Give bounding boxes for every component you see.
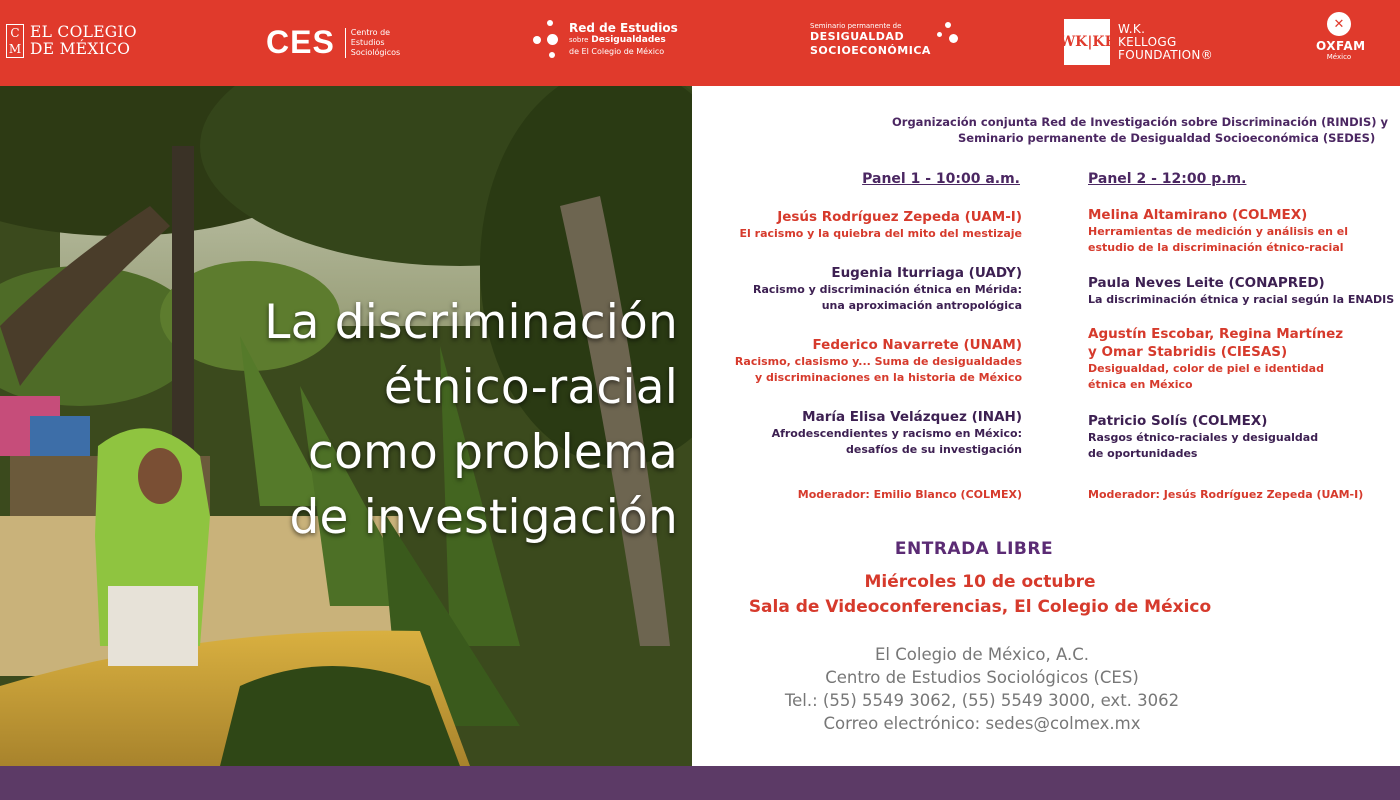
red-line2-small: sobre — [569, 36, 589, 44]
panel2-heading: Panel 2 - 12:00 p.m. — [1088, 171, 1247, 187]
red-estudios-logo — [533, 20, 678, 60]
organizers-line2: Seminario permanente de Desigualdad Socioeconómica (SEDES) — [958, 131, 1376, 145]
speaker-name: y Omar Stabridis (CIESAS) — [1088, 344, 1288, 360]
colmex-name-line1: EL COLEGIO — [30, 23, 137, 41]
sedes-line2: DESIGUALDAD — [810, 30, 905, 43]
sedes-line3: SOCIOECONÓMICA — [810, 44, 931, 57]
speaker-name: Patricio Solís (COLMEX) — [1088, 413, 1268, 429]
red-line1: Red de Estudios — [569, 21, 678, 35]
colmex-emblem-icon: C M — [6, 24, 24, 58]
talk-title: desafíos de su investigación — [846, 443, 1022, 456]
talk-item — [1088, 206, 1400, 256]
talk-item — [692, 336, 1022, 386]
talk-title: de oportunidades — [1088, 447, 1198, 460]
speaker-name: Jesús Rodríguez Zepeda (UAM-I) — [777, 209, 1022, 225]
talk-title: Desigualdad, color de piel e identidad — [1088, 362, 1324, 375]
talk-item — [692, 264, 1022, 314]
red-line3: de El Colegio de México — [569, 47, 665, 56]
ces-line2: Estudios — [350, 37, 385, 47]
event-date: Miércoles 10 de octubre — [864, 572, 1096, 592]
title-line: como problema — [308, 425, 678, 480]
market-photo — [0, 86, 692, 766]
sedes-logo — [810, 22, 961, 58]
kellogg-line2: KELLOGG — [1118, 34, 1177, 49]
talk-item — [692, 208, 1022, 242]
title-line: La discriminación — [264, 295, 678, 350]
oxfam-circle-icon: ✕ — [1327, 12, 1351, 36]
oxfam-logo — [1316, 12, 1366, 61]
talk-title: Herramientas de medición y análisis en el — [1088, 225, 1349, 238]
talk-title: étnica en México — [1088, 378, 1193, 391]
talk-title: Afrodescendientes y racismo en México: — [771, 427, 1022, 440]
organizers-note — [892, 114, 1400, 146]
kellogg-line1: W.K. — [1118, 21, 1146, 36]
speaker-name: Agustín Escobar, Regina Martínez — [1088, 326, 1344, 342]
speaker-name: Paula Neves Leite (CONAPRED) — [1088, 275, 1325, 291]
oxfam-name: OXFAM — [1316, 39, 1366, 53]
oxfam-country: México — [1326, 53, 1352, 61]
contact-info — [628, 643, 1336, 735]
ces-line1: Centro de — [350, 27, 391, 37]
talk-title: El racismo y la quiebra del mito del mestizaje — [739, 227, 1022, 240]
event-details — [692, 86, 1400, 766]
event-date-venue — [626, 570, 1334, 620]
speaker-name: Eugenia Iturriaga (UADY) — [831, 265, 1022, 281]
event-title — [158, 290, 678, 550]
red-line2: Desigualdades — [591, 35, 666, 45]
contact-center: Centro de Estudios Sociológicos (CES) — [825, 668, 1139, 687]
talk-title: Racismo, clasismo y... Suma de desigualdades — [734, 355, 1022, 368]
speaker-name: María Elisa Velázquez (INAH) — [802, 409, 1022, 425]
footer-bar — [0, 766, 1400, 800]
talk-title: una aproximación antropológica — [821, 299, 1022, 312]
ces-line3: Sociológicos — [350, 47, 401, 57]
colmex-name-line2: DE MÉXICO — [30, 40, 131, 58]
kellogg-mark-icon: WK|KF — [1064, 19, 1110, 65]
title-line: de investigación — [289, 490, 678, 545]
organizers-line1: Organización conjunta Red de Investigación sobre Discriminación (RINDIS) y — [892, 115, 1388, 129]
free-entry-label: ENTRADA LIBRE — [894, 539, 1054, 559]
kellogg-logo — [1059, 19, 1214, 65]
talk-item — [692, 408, 1022, 458]
colmex-logo — [6, 24, 137, 58]
talk-title: Rasgos étnico-raciales y desigualdad — [1088, 431, 1319, 444]
ces-acronym: CES — [266, 24, 335, 60]
panel2-moderator: Moderador: Jesús Rodríguez Zepeda (UAM-I) — [1088, 488, 1364, 501]
contact-institution: El Colegio de México, A.C. — [875, 645, 1089, 664]
title-line: étnico-racial — [383, 360, 678, 415]
network-dots-icon — [533, 20, 561, 60]
talk-title: La discriminación étnica y racial según la ENADIS — [1088, 293, 1395, 306]
talk-item — [1088, 325, 1400, 393]
speaker-name: Melina Altamirano (COLMEX) — [1088, 207, 1308, 223]
sedes-line1: Seminario permanente de — [810, 22, 902, 30]
ces-logo — [266, 24, 400, 61]
contact-email: Correo electrónico: sedes@colmex.mx — [823, 714, 1141, 733]
contact-phone: Tel.: (55) 5549 3062, (55) 5549 3000, ext. 3062 — [784, 691, 1180, 710]
kellogg-line3: FOUNDATION® — [1118, 47, 1214, 62]
logo-header-bar — [0, 0, 1400, 86]
talk-title: Racismo y discriminación étnica en Mérida: — [753, 283, 1022, 296]
talk-item — [1088, 412, 1400, 462]
talk-item — [1088, 274, 1400, 308]
panel1-moderator: Moderador: Emilio Blanco (COLMEX) — [797, 488, 1022, 501]
panel1-heading: Panel 1 - 10:00 a.m. — [862, 171, 1020, 187]
talk-title: y discriminaciones en la historia de México — [755, 371, 1022, 384]
sedes-dots-icon — [937, 22, 961, 48]
event-venue: Sala de Videoconferencias, El Colegio de México — [748, 597, 1212, 617]
talk-title: estudio de la discriminación étnico-racial — [1088, 241, 1344, 254]
speaker-name: Federico Navarrete (UNAM) — [812, 337, 1022, 353]
